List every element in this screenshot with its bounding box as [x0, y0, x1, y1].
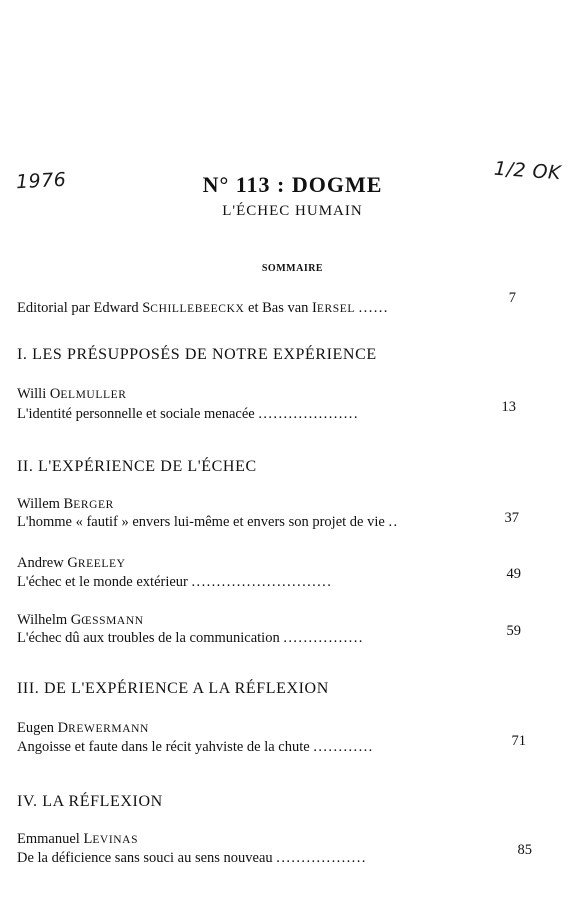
- leader-dots: ..................: [276, 850, 367, 866]
- leader-dots: ................: [283, 630, 364, 646]
- page-number: 85: [517, 842, 532, 858]
- article-title: L'échec dû aux troubles de la communication ................: [17, 630, 364, 646]
- article-title: Angoisse et faute dans le récit yahviste de la chute ............: [17, 739, 374, 755]
- section-heading: II. L'EXPÉRIENCE DE L'ÉCHEC: [17, 458, 257, 475]
- issue-title: N° 113 : DOGME: [202, 172, 383, 197]
- article-title: L'identité personnelle et sociale menacée ....................: [17, 406, 359, 422]
- article-title: L'échec et le monde extérieur ............................: [17, 574, 333, 590]
- page-number: 7: [508, 290, 516, 306]
- handwritten-note: 1/2 OK: [493, 157, 562, 185]
- sommaire-heading: SOMMAIRE: [261, 263, 324, 274]
- article-title: De la déficience sans souci au sens nouveau ..................: [17, 850, 367, 866]
- author-name: Willem BERGER: [17, 496, 114, 512]
- section-heading: III. DE L'EXPÉRIENCE A LA RÉFLEXION: [17, 680, 329, 697]
- page-number: 37: [504, 510, 519, 526]
- author-name: Wilhelm GŒSSMANN: [17, 612, 144, 628]
- leader-dots: ............................: [191, 574, 333, 590]
- article-title: L'homme « fautif » envers lui-même et envers son projet de vie ..: [17, 514, 399, 530]
- page-number: 59: [506, 623, 521, 639]
- section-heading: I. LES PRÉSUPPOSÉS DE NOTRE EXPÉRIENCE: [17, 346, 377, 363]
- leader-dots: ............: [313, 739, 374, 755]
- page-number: 71: [511, 733, 526, 749]
- editorial-line: Editorial par Edward SCHILLEBEECKX et Bas van IERSEL ......: [17, 300, 389, 316]
- page-number: 49: [506, 566, 521, 582]
- leader-dots: ......: [358, 300, 389, 316]
- author-name: Willi OELMULLER: [17, 386, 127, 402]
- page-number: 13: [501, 399, 516, 415]
- author-name: Emmanuel LEVINAS: [17, 831, 139, 847]
- issue-subtitle: L'ÉCHEC HUMAIN: [222, 203, 363, 219]
- author-name: Eugen DREWERMANN: [17, 720, 149, 736]
- author-name: Andrew GREELEY: [17, 555, 126, 571]
- handwritten-year: 1976: [15, 168, 67, 194]
- leader-dots: ..: [388, 514, 399, 530]
- leader-dots: ....................: [258, 406, 359, 422]
- section-heading: IV. LA RÉFLEXION: [17, 793, 163, 810]
